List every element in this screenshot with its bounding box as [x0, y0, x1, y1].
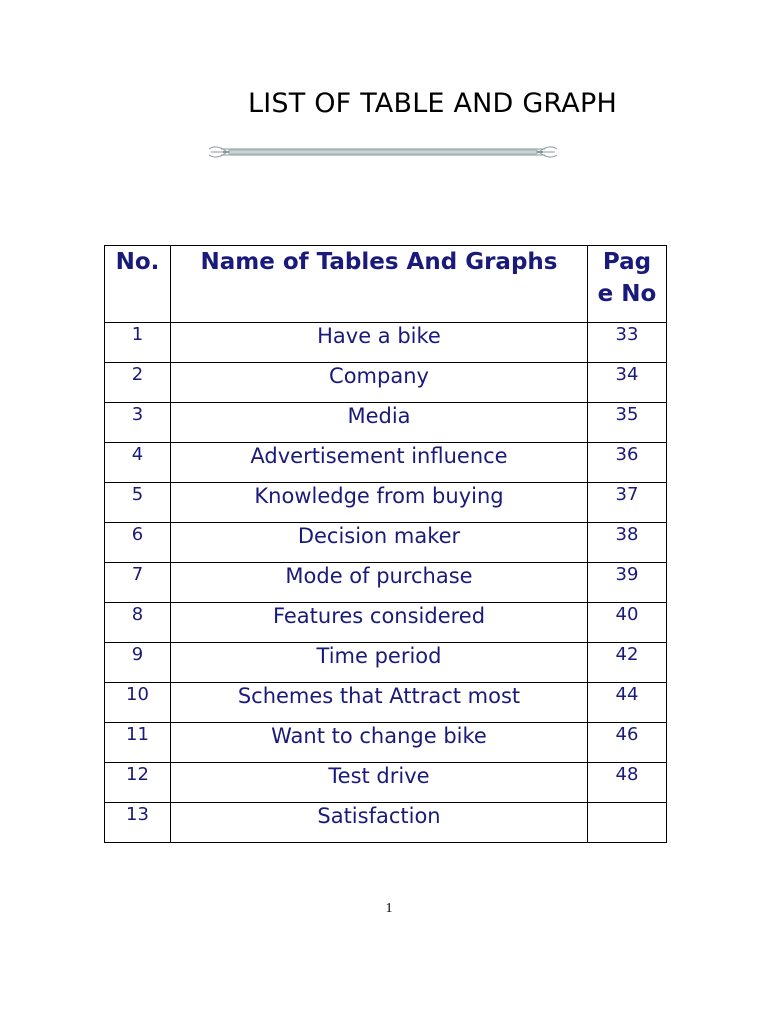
page-title: LIST OF TABLE AND GRAPH [248, 88, 617, 119]
table-row [105, 763, 667, 803]
row-name: Test drive [171, 763, 588, 803]
row-page: 46 [588, 723, 667, 763]
row-name: Mode of purchase [171, 563, 588, 603]
contents-table [104, 245, 667, 843]
row-number: 2 [105, 363, 171, 403]
table-row [105, 723, 667, 763]
row-number: 13 [105, 803, 171, 843]
header-page-line2: e No [597, 281, 657, 307]
row-page: 36 [588, 443, 667, 483]
row-page: 44 [588, 683, 667, 723]
table-row [105, 563, 667, 603]
table-row [105, 683, 667, 723]
row-number: 11 [105, 723, 171, 763]
row-name: Have a bike [171, 323, 588, 363]
header-name: Name of Tables And Graphs [171, 246, 588, 323]
table-row [105, 323, 667, 363]
row-page [588, 803, 667, 843]
row-number: 9 [105, 643, 171, 683]
table-header-row [105, 246, 667, 323]
row-name: Satisfaction [171, 803, 588, 843]
row-name: Media [171, 403, 588, 443]
row-page: 34 [588, 363, 667, 403]
table-row [105, 483, 667, 523]
row-number: 8 [105, 603, 171, 643]
row-name: Want to change bike [171, 723, 588, 763]
row-number: 4 [105, 443, 171, 483]
table-row [105, 803, 667, 843]
table-row [105, 523, 667, 563]
row-page: 35 [588, 403, 667, 443]
row-page: 42 [588, 643, 667, 683]
row-page: 33 [588, 323, 667, 363]
row-name: Features considered [171, 603, 588, 643]
table-row [105, 363, 667, 403]
row-number: 3 [105, 403, 171, 443]
row-name: Schemes that Attract most [171, 683, 588, 723]
row-page: 39 [588, 563, 667, 603]
row-number: 5 [105, 483, 171, 523]
row-number: 1 [105, 323, 171, 363]
row-page: 38 [588, 523, 667, 563]
row-number: 7 [105, 563, 171, 603]
row-name: Decision maker [171, 523, 588, 563]
header-page [588, 246, 667, 323]
row-number: 6 [105, 523, 171, 563]
row-number: 10 [105, 683, 171, 723]
page-number: 1 [385, 901, 393, 916]
row-number: 12 [105, 763, 171, 803]
header-no: No. [105, 246, 171, 323]
row-page: 48 [588, 763, 667, 803]
table-row [105, 603, 667, 643]
row-page: 40 [588, 603, 667, 643]
row-name: Knowledge from buying [171, 483, 588, 523]
table-row [105, 643, 667, 683]
row-name: Time period [171, 643, 588, 683]
table-row [105, 403, 667, 443]
table-row [105, 443, 667, 483]
row-name: Advertisement influence [171, 443, 588, 483]
row-name: Company [171, 363, 588, 403]
row-page: 37 [588, 483, 667, 523]
decorative-divider [207, 143, 559, 161]
header-page-line1: Pag [602, 249, 652, 275]
